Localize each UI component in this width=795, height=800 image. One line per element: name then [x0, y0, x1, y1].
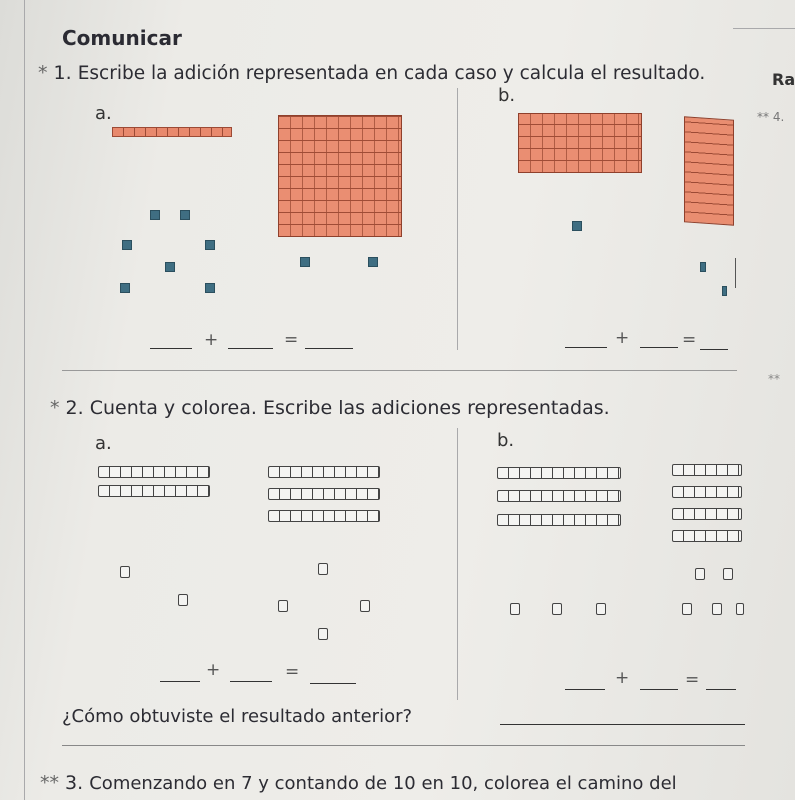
unit-cube-outline[interactable]	[596, 603, 606, 615]
exercise-number: 3.	[65, 772, 84, 794]
unit-cube-outline[interactable]	[682, 603, 692, 615]
hundred-flat	[518, 113, 642, 173]
ten-rod-outline[interactable]	[98, 466, 210, 478]
unit-cube-outline[interactable]	[695, 568, 705, 580]
exercise-2-divider	[457, 428, 458, 700]
equals-sign: =	[285, 662, 300, 682]
answer-blank[interactable]	[160, 681, 200, 682]
ten-rod-outline[interactable]	[98, 485, 210, 497]
section-separator	[62, 370, 737, 371]
margin-label: Ra	[772, 70, 795, 89]
exercise-number: 2.	[65, 397, 84, 419]
unit-cube-outline[interactable]	[278, 600, 288, 612]
unit-cube	[120, 283, 130, 293]
ten-rod-outline[interactable]	[497, 467, 621, 479]
left-margin-rule	[24, 0, 25, 800]
unit-cube-outline[interactable]	[178, 594, 188, 606]
equals-sign: =	[685, 670, 700, 690]
hundred-flat-side	[684, 116, 734, 225]
answer-blank[interactable]	[640, 347, 678, 348]
ten-rod-outline[interactable]	[672, 530, 742, 542]
hundred-flat	[278, 115, 402, 237]
plus-sign: +	[204, 330, 219, 350]
unit-cube-outline[interactable]	[120, 566, 130, 578]
equals-sign: =	[284, 330, 299, 350]
answer-line	[62, 745, 745, 746]
section-title: Comunicar	[62, 26, 182, 50]
answer-blank[interactable]	[230, 681, 272, 682]
question-answer-blank[interactable]	[500, 724, 745, 725]
answer-blank[interactable]	[305, 348, 353, 349]
unit-cube	[700, 262, 706, 272]
unit-cube	[122, 240, 132, 250]
unit-cube	[180, 210, 190, 220]
exercise-2-part-a-label: a.	[95, 433, 112, 454]
ten-rod-outline[interactable]	[268, 466, 380, 478]
answer-blank[interactable]	[565, 347, 607, 348]
exercise-1-part-a-label: a.	[95, 103, 112, 124]
unit-cube-outline[interactable]	[552, 603, 562, 615]
difficulty-star: *	[38, 62, 48, 84]
difficulty-star: **	[40, 772, 59, 794]
exercise-3-instruction	[40, 772, 677, 794]
ten-rod-outline[interactable]	[268, 510, 380, 522]
plus-sign: +	[615, 328, 630, 348]
margin-stars: **	[768, 372, 780, 386]
answer-blank[interactable]	[150, 348, 192, 349]
unit-cube	[150, 210, 160, 220]
exercise-text: Comenzando en 7 y contando de 10 en 10, colorea el camino del	[89, 773, 677, 794]
exercise-text: Escribe la adición representada en cada caso y calcula el resultado.	[77, 63, 706, 84]
answer-blank[interactable]	[310, 683, 356, 684]
ten-rod-outline[interactable]	[672, 464, 742, 476]
margin-exercise-4: ** 4.	[757, 110, 785, 124]
unit-cube-outline[interactable]	[318, 628, 328, 640]
cube-edge-mark	[735, 258, 736, 288]
exercise-2-question: ¿Cómo obtuviste el resultado anterior?	[62, 706, 413, 727]
unit-cube-outline[interactable]	[318, 563, 328, 575]
unit-cube-outline[interactable]	[736, 603, 744, 615]
unit-cube	[722, 286, 727, 296]
exercise-1-instruction	[38, 62, 705, 84]
exercise-number: 1.	[53, 62, 72, 84]
unit-cube-outline[interactable]	[723, 568, 733, 580]
ten-rod-outline[interactable]	[268, 488, 380, 500]
ten-rod	[112, 127, 232, 137]
ten-rod-outline[interactable]	[672, 486, 742, 498]
unit-cube	[205, 240, 215, 250]
ten-rod-outline[interactable]	[497, 490, 621, 502]
unit-cube	[205, 283, 215, 293]
answer-blank[interactable]	[640, 689, 678, 690]
answer-blank[interactable]	[228, 348, 273, 349]
exercise-2-instruction	[50, 397, 610, 419]
answer-blank[interactable]	[706, 689, 736, 690]
unit-cube	[572, 221, 582, 231]
exercise-1-divider	[457, 88, 458, 350]
ten-rod-outline[interactable]	[672, 508, 742, 520]
plus-sign: +	[615, 668, 630, 688]
exercise-text: Cuenta y colorea. Escribe las adiciones representadas.	[89, 397, 610, 419]
unit-cube-outline[interactable]	[510, 603, 520, 615]
unit-cube-outline[interactable]	[360, 600, 370, 612]
exercise-1-part-b-label: b.	[498, 85, 516, 106]
plus-sign: +	[206, 660, 221, 680]
answer-blank[interactable]	[565, 689, 605, 690]
difficulty-star: *	[50, 397, 60, 419]
unit-cube	[300, 257, 310, 267]
exercise-2-part-b-label: b.	[497, 430, 515, 451]
unit-cube	[165, 262, 175, 272]
unit-cube-outline[interactable]	[712, 603, 722, 615]
equals-sign: =	[682, 330, 697, 350]
ten-rod-outline[interactable]	[497, 514, 621, 526]
header-rule	[733, 28, 795, 29]
unit-cube	[368, 257, 378, 267]
answer-blank[interactable]	[700, 349, 728, 350]
